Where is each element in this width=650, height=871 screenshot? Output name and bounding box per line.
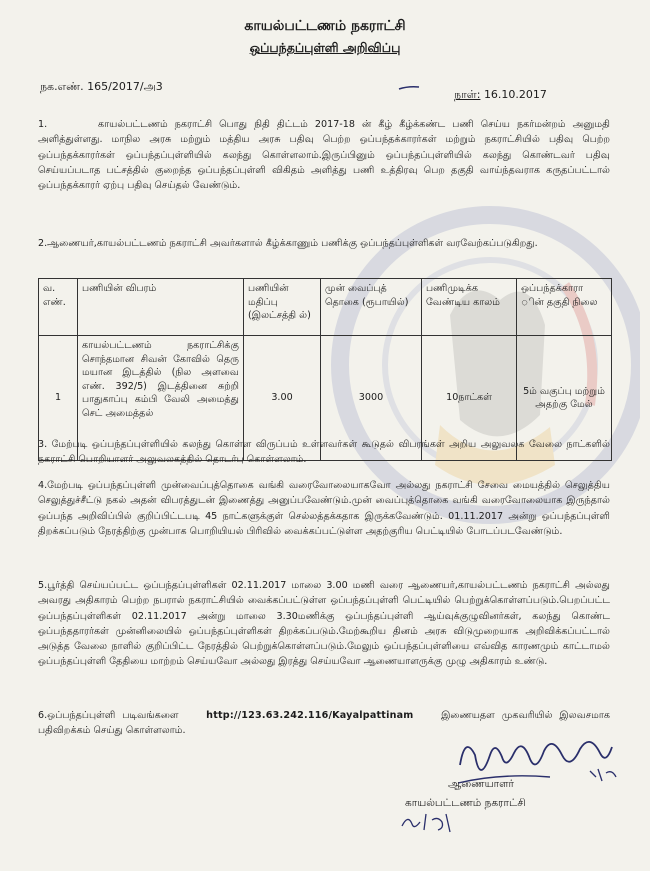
- paragraph-4: 4.மேற்படி ஒப்பந்தப்புள்ளி முன்வைப்புத்தொகை வங்கி வரைவோலையாகவோ அல்லது நகராட்சி சேவை மையத்தில் செலுத்திய செலுத்துச்சீட்டு நகல் அதன் விபரத்துடன் இணைத்து அனுப்பவேண்டும்.முன் வைப்புத்தொகை வங்கி வரைவோலையாக இருந்தால் ஒப்பந்த அறிவிப்பில் குறிப்பிட்டபடி 45 நாட்களுக்குள் செல்லத்தக்கதாக இருக்கவேண்டும். 01.11.2017 அன்று ஒப்பந்தப்புள்ளி திறக்கப்படும் நேரத்திற்கு முன்பாக பொறியியல் பிரிவில் வைக்கப்பட்டுள்ள அதற்குரிய பெட்டியில் போடப்படவேண்டும்.: [38, 480, 610, 537]
- cell-qualification: 5ம் வகுப்பு மற்றும் அதற்கு மேல்: [517, 336, 612, 461]
- date-label: நாள்:: [454, 88, 481, 101]
- header-deposit: முன் வைப்புத் தொகை (ரூபாயில்): [321, 279, 422, 336]
- date-value: 16.10.2017: [483, 88, 547, 101]
- paragraph-2: 2.ஆணையர்,காயல்பட்டணம் நகராட்சி அவர்களால் கீழ்க்காணும் பணிக்கு ஒப்பந்தப்புள்ளிகள் வரவேற்கப்படுகிறது.: [38, 238, 538, 249]
- document-date: [454, 88, 547, 103]
- cell-deposit: 3000: [321, 336, 422, 461]
- ink-dash-icon: [398, 83, 420, 93]
- signatory-office: காயல்பட்டணம் நகராட்சி: [405, 797, 526, 809]
- handwritten-initial-icon: [398, 808, 458, 836]
- paragraph-1-number: 1.: [38, 119, 48, 130]
- paragraph-3: 3. மேற்படி ஒப்பந்தப்புள்ளியில் கலந்து கொள்ள விருப்பம் உள்ளவர்கள் கூடுதல் விபரங்கள் அறிய அலுவலக வேலை நாட்களில் நகராட்சி பொறியாளர் அலுவலகத்தில் தொடர்பு கொள்ளலாம்.: [38, 439, 610, 466]
- paragraph-6-lead: 6.ஒப்பந்தப்புள்ளி படிவங்களை: [38, 710, 179, 721]
- paragraph-6-rest: இணையதள முகவரியில் இலவசமாக பதிவிறக்கம் செய்து கொள்ளலாம்.: [38, 710, 610, 737]
- tender-table: [38, 278, 612, 461]
- cell-work-detail: காயல்பட்டணம் நகராட்சிக்கு சொந்தமான சிவன் கோவில் தெரு மயான இடத்தில் (நில அளவை எண். 392/5) இடத்தினை சுற்றி பாதுகாப்பு கம்பி வேலி அமைத்து செட் அமைத்தல்: [78, 336, 244, 461]
- header-period: பணிமுடிக்க வேண்டிய காலம்: [422, 279, 517, 336]
- table-header-row: [39, 279, 612, 336]
- header-serial: வ. எண்.: [39, 279, 78, 336]
- document-title: காயல்பட்டணம் நகராட்சி: [244, 18, 406, 34]
- paragraph-5: 5.பூர்த்தி செய்யப்பட்ட ஒப்பந்தப்புள்ளிகள் 02.11.2017 மாலை 3.00 மணி வரை ஆணையர்,காயல்பட்டணம் நகராட்சி அல்லது அவரது அதிகாரம் பெற்ற நபரால் நகராட்சியில் வைக்கப்பட்டுள்ள ஒப்பந்தப்புள்ளி பெட்டியில் பெற்றுக்கொள்ளப்படும்.பெறப்பட்ட ஒப்பந்தப்புள்ளிகள் 02.11.2017 அன்று மாலை 3.30மணிக்கு ஒப்பந்தப்புள்ளி ஆய்வுக்குழுவினர்கள், கலந்து கொண்ட ஒப்பந்ததாரர்கள் முன்னிலையில் ஒப்பந்தப்புள்ளிகள் திறக்கப்படும்.மேற்கூறிய தினம் அரசு விடுமுறையாக அறிவிக்கப்பட்டால் அடுத்த வேலை நாளில் குறிப்பிட்ட நேரத்தில் பெற்றுக்கொள்ளப்படும்.மேலும் ஒப்பந்தப்புள்ளியை எவ்வித காரணமும் காட்டாமல் ஒப்பந்தப்புள்ளி தேதியை மாற்றம் செய்யவோ அல்லது இரத்து செய்யவோ ஆணையாளருக்கு முழு அதிகாரம் உண்டு.: [38, 580, 610, 668]
- cell-work-value: 3.00: [244, 336, 321, 461]
- paragraph-1: [38, 117, 610, 193]
- header-work-detail: பணியின் விபரம்: [78, 279, 244, 336]
- header-qualification: ஒப்பந்தக்காரா ின் தகுதி நிலை: [517, 279, 612, 336]
- cell-period: 10நாட்கள்: [422, 336, 517, 461]
- document-subtitle: ஒப்பந்தப்புள்ளி அறிவிப்பு: [249, 40, 401, 55]
- signatory-designation: ஆணையாளர்: [448, 778, 515, 790]
- header-work-value: பணியின் மதிப்பு (இலட்சத்தி ல்): [244, 279, 321, 336]
- cell-serial: 1: [39, 336, 78, 461]
- download-url-link[interactable]: http://123.63.242.116/Kayalpattinam: [206, 710, 414, 721]
- paragraph-1-text: காயல்பட்டணம் நகராட்சி பொது நிதி திட்டம் 2017-18 ன் கீழ் கீழ்க்கண்ட பணி செய்ய நகர்மன்றம் அனுமதி அளித்துள்ளது. மாநில அரசு மற்றும் மத்திய அரசு பதிவு பெற்ற ஒப்பந்தக்காரர்கள் மற்றும் நகராட்சியில் பதிவு பெற்ற ஒப்பந்தக்காரர்கள் ஒப்பந்தப்புள்ளியில் கலந்து கொள்ளலாம்.இருப்பினும் ஒப்பந்தப்புள்ளியில் கலந்து கொண்டவர் பதிவு செய்யப்படாத பட்சத்தில் குறைந்த ஒப்பந்தப்புள்ளி விகிதம் அளித்து பணி உத்திரவு பெற தகுதி வாய்ந்தவராக கருதப்பட்டால் ஒப்பந்தக்காரர் ஏற்பு பதிவு செய்தல் வேண்டும்.: [38, 119, 610, 192]
- reference-number: நக.எண். 165/2017/அ3: [40, 80, 163, 93]
